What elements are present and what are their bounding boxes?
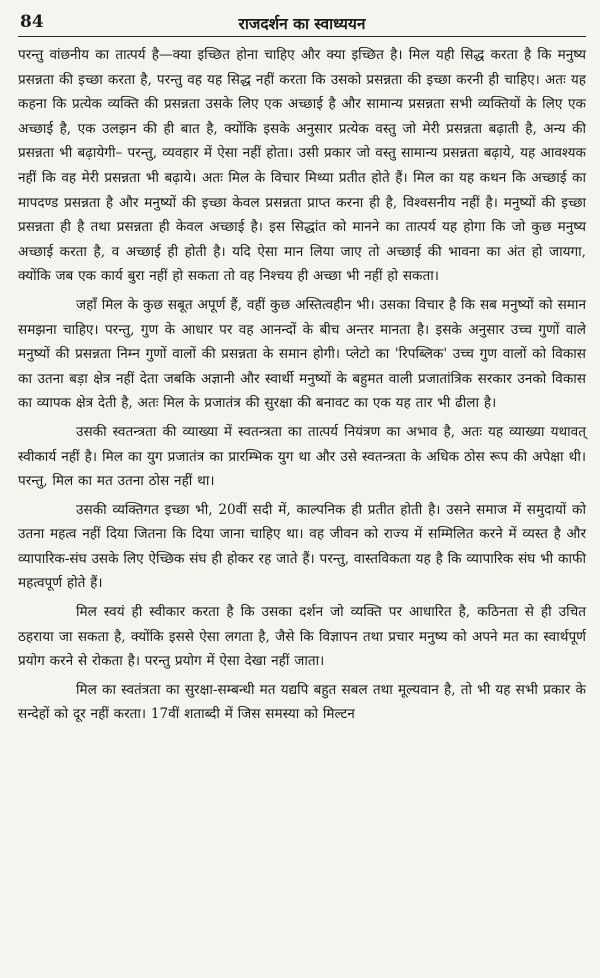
page-body [18,43,586,727]
page-number: 84 [20,12,44,32]
paragraph: मिल स्वयं ही स्वीकार करता है कि उसका दर्शन जो व्यक्ति पर आधारित है, कठिनता से ही उचित ठहराया जा सकता है, क्योंकि इससे ऐसा लगता है, जैसे कि विज्ञापन तथा प्रचार मनुष्य को अपने मत का स्वार्थपूर्ण प्रयोग करने से रोकता है। परन्तु प्रयोग में ऐसा देखा नहीं जाता। [18,604,586,670]
paragraph: उसकी स्वतन्त्रता की व्याख्या में स्वतन्त्रता का तात्पर्य नियंत्रण का अभाव है, अतः यह व्याख्या यथावत् स्वीकार्य नहीं है। मिल का युग प्रजातंत्र का प्रारम्भिक युग था और उसे स्वतन्त्रता के अधिक ठोस रूप की अपेक्षा थी। परन्तु, मिल का मत उतना ठोस नहीं था। [18,423,586,490]
paragraph: जहाँ मिल के कुछ सबूत अपूर्ण हैं, वहीं कुछ अस्तित्वहीन भी। उसका विचार है कि सब मनुष्यों को समान समझना चाहिए। परन्तु, गुण के आधार पर वह आनन्दों के बीच अन्तर मानता है। इसके अनुसार उच्च गुणों वाले मनुष्यों की प्रसन्नता निम्न गुणों वालों की प्रसन्नता के समान होगी। प्लेटो का 'रिपब्लिक' उच्च गुण वालों को विकास का उतना बड़ा क्षेत्र नहीं देता जबकि अज्ञानी और स्वार्थी मनुष्यों के बहुमत वाली प्रजातांत्रिक सरकार उनको विकास का व्यापक क्षेत्र देती है, अतः मिल के प्रजातंत्र की सुरक्षा की बनावट का एक यह तार भी ढीला है। [18,296,586,412]
paragraph: मिल का स्वतंत्रता का सुरक्षा-सम्बन्धी मत यद्यपि बहुत सबल तथा मूल्यवान है, तो भी यह सभी प्रकार के सन्देहों को दूर नहीं करता। 17वीं शताब्दी में जिस समस्या को मिल्टन [18,681,586,723]
paragraph: उसकी व्यक्तिगत इच्छा भी, 20वीं सदी में, काल्पनिक ही प्रतीत होती है। उसने समाज में समुदायों को उतना महत्व नहीं दिया जितना कि दिया जाना चाहिए था। वह जीवन को राज्य में सम्मिलित करने में व्यस्त है और व्यापारिक-संघ उसके लिए ऐच्छिक संघ ही होकर रह जाते हैं। परन्तु, वास्तविकता यह है कि व्यापारिक संघ भी काफी महत्वपूर्ण होते हैं। [18,501,586,592]
running-head: राजदर्शन का स्वाध्ययन [238,14,366,33]
page-header [18,10,586,37]
paragraph: परन्तु वांछनीय का तात्पर्य है—क्या इच्छित होना चाहिए और क्या इच्छित है। मिल यही सिद्ध करता है कि मनुष्य प्रसन्नता की इच्छा करता है, परन्तु वह यह सिद्ध नहीं करता कि उसको प्रसन्नता की इच्छा करनी ही चाहिए। अतः यह कहना कि प्रत्येक व्यक्ति की प्रसन्नता उसके लिए एक अच्छाई है और सामान्य प्रसन्नता सभी व्यक्तियों के लिए एक अच्छाई है, एक उलझन की ही बात है, क्योंकि इसके अनुसार प्रत्येक वस्तु जो मेरी प्रसन्नता बढ़ाती है, अन्य की प्रसन्नता भी बढ़ायेगी– परन्तु, व्यवहार में ऐसा नहीं होता। उसी प्रकार जो वस्तु सामान्य प्रसन्नता बढ़ाये, यह आवश्यक नहीं कि वह मेरी प्रसन्नता भी बढ़ाये। अतः मिल के विचार मिथ्या प्रतीत होते हैं। मिल का यह कथन कि अच्छाई का मापदण्ड प्रसन्नता है और मनुष्यों की इच्छा केवल प्रसन्नता प्राप्त करना ही है, विश्वसनीय नहीं है। मनुष्यों की इच्छा प्रसन्नता ही है तथा प्रसन्नता ही केवल अच्छाई है। इस सिद्धांत को मानने का तात्पर्य यह होगा कि जो कुछ मनुष्य अच्छाई करता है, व अच्छाई ही होती है। यदि ऐसा मान लिया जाए तो अच्छाई की भावना का अंत हो जायगा, क्योंकि जब एक कार्य बुरा नहीं हो सकता तो वह निश्चय ही अच्छा भी नहीं हो सकता। [18,47,586,285]
